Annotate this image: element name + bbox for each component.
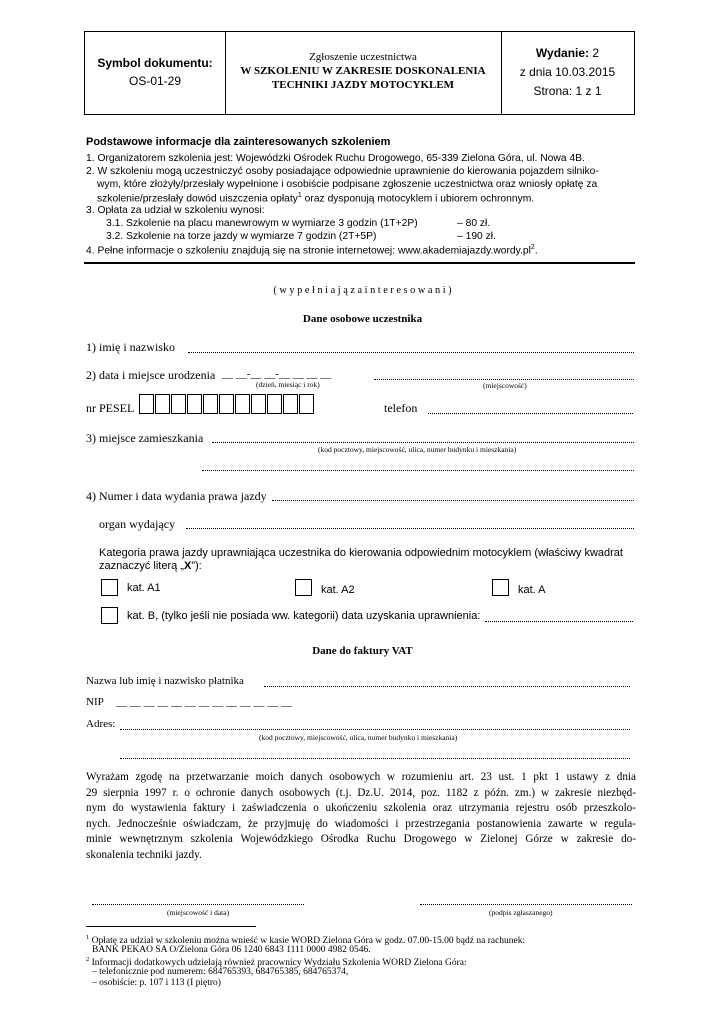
- page-number: Strona: 1 z 1: [533, 84, 602, 98]
- edition: [501, 46, 634, 60]
- pesel-digit-box[interactable]: [251, 394, 266, 414]
- pesel-label: nr PESEL: [86, 401, 135, 415]
- info-heading: Podstawowe informacje dla zainteresowanych szkoleniem: [86, 136, 391, 148]
- phone-field[interactable]: [428, 413, 633, 414]
- checkbox-cat-a1[interactable]: [101, 579, 118, 596]
- info-item-2-line-2: wym, które złożyły/przesłały wypełnione i osobiście podpisane zgłoszenie uczestnictwa oraz wniosły opłatę za: [97, 179, 598, 190]
- address-label: 3) miejsce zamieszkania: [86, 431, 204, 445]
- address-field-line-2[interactable]: [202, 470, 634, 471]
- pesel-digit-box[interactable]: [219, 394, 234, 414]
- issuer-label: organ wydający: [99, 517, 176, 531]
- place-date-hint: (miejscowość i data): [167, 908, 230, 917]
- cat-a2-label: kat. A2: [321, 584, 355, 596]
- fee-item-2-price: – 190 zł.: [457, 231, 496, 242]
- category-instruction-line-2: zaznaczyć literą „X”):: [99, 560, 202, 572]
- place-date-field[interactable]: [92, 904, 304, 905]
- nip-field[interactable]: __ __ __ __ __ __ __ __ __ __ __ __ __: [116, 696, 292, 708]
- footnote-2-line-3: – osobiście: p. 107 i 113 (I piętro): [92, 978, 221, 988]
- name-label: 1) imię i nazwisko: [86, 340, 175, 354]
- personal-data-heading: Dane osobowe uczestnika: [302, 313, 423, 325]
- invoice-address-field[interactable]: [120, 729, 630, 730]
- footnote-2-line-2: – telefonicznie pod numerem: 684765393, 684765385, 684765374,: [92, 967, 349, 977]
- pesel-digit-box[interactable]: [155, 394, 170, 414]
- fee-item-1-price: – 80 zł.: [457, 218, 491, 229]
- name-field[interactable]: [188, 352, 634, 353]
- cat-a1-label: kat. A1: [127, 582, 161, 594]
- license-field[interactable]: [272, 500, 634, 501]
- footnote-2-line-1: $^2$ Informacji dodatkowych udzielają również pracownicy Wydziału Szkolenia WORD Zielona Góra:: [86, 956, 467, 969]
- pesel-input[interactable]: [139, 394, 315, 416]
- footnote-1-line-1: $^1$ Opłatę za udział w szkoleniu można wnieść w kasie WORD Zielona Góra w godz. 07.00-15.00 bądź na rachunek:: [86, 934, 526, 947]
- birth-date-field[interactable]: __ __-__ __-__ __ __ __: [222, 368, 332, 380]
- checkbox-cat-a2[interactable]: [295, 579, 312, 596]
- checkbox-cat-b[interactable]: [101, 607, 118, 624]
- pesel-digit-box[interactable]: [187, 394, 202, 414]
- birth-date-hint: (dzień, miesiąc i rok): [256, 380, 320, 389]
- signature-hint: (podpis zgłaszanego): [489, 908, 553, 917]
- birth-label: 2) data i miejsce urodzenia: [86, 368, 216, 382]
- footnote-1-line-2: BANK PEKAO SA O/Zielona Góra 06 1240 6843 1111 0000 4982 0546.: [92, 945, 371, 955]
- phone-label: telefon: [384, 401, 418, 415]
- pesel-digit-box[interactable]: [235, 394, 250, 414]
- birth-place-field[interactable]: [374, 379, 634, 380]
- info-item-4: 4. Pełne informacje o szkoleniu znajdują się na stronie internetowej: $www.akademiajazdy.wordy.pl^2$.: [86, 244, 538, 257]
- category-instruction-line-1: Kategoria prawa jazdy uprawniająca uczestnika do kierowania odpowiednim motocyklem (właściwy kwadrat: [99, 547, 623, 559]
- cat-b-date-field[interactable]: [485, 621, 633, 622]
- edition-value: 2: [592, 46, 600, 60]
- pesel-digit-box[interactable]: [171, 394, 186, 414]
- title-line-3: TECHNIKI JAZDY MOTOCYKLEM: [271, 79, 455, 91]
- symbol-value: OS-01-29: [128, 74, 182, 88]
- pesel-digit-box[interactable]: [139, 394, 154, 414]
- issuer-field[interactable]: [186, 528, 634, 529]
- address-field[interactable]: [212, 442, 634, 443]
- invoice-heading: Dane do faktury VAT: [312, 645, 413, 657]
- pesel-digit-box[interactable]: [283, 394, 298, 414]
- invoice-address-hint: (kod pocztowy, miejscowość, ulica, numer budynku i mieszkania): [259, 733, 458, 742]
- nip-label: NIP: [86, 696, 104, 708]
- pesel-digit-box[interactable]: [267, 394, 282, 414]
- pesel-digit-box[interactable]: [299, 394, 314, 414]
- symbol-label: Symbol dokumentu:: [97, 56, 213, 70]
- consent-text: Wyrażam zgodę na przetwarzanie moich danych osobowych w rozumieniu art. 23 ust. 1 pkt 1 ustawy z dnia 29 sierpnia 1997 r. o ochronie danych osobowych (t.j. Dz.U. 2014, poz. 1182 z późn. zm.) w zakresie niezbęd- nym do wystawienia faktury i zaświadczenia o ukończeniu szkolenia oraz utrzymania rejestru osób przeszkolo- nych. Jednocześnie oświadczam, że przyjmuję do wiadomości i przestrzegania postanowienia zawarte w regula- minie wewnętrznym szkolenia Wojewódzkiego Ośrodka Ruchu Drogowego w Zielonej Górze w zakresie do- skonalenia techniki jazdy.: [86, 771, 636, 861]
- invoice-address-label: Adres:: [86, 718, 116, 730]
- info-item-2-line-3: szkolenie/przesłały dowód uiszczenia opłaty$^1$ oraz dysponują motocyklem i ubiorem ochronnym.: [97, 192, 535, 205]
- info-item-3: 3. Opłata za udział w szkoleniu wynosi:: [86, 205, 265, 216]
- info-item-2-line-1: 2. W szkoleniu mogą uczestniczyć osoby posiadające odpowiednie uprawnienie do kierowania pojazdem silniko-: [86, 166, 599, 177]
- invoice-address-field-line-2[interactable]: [120, 758, 630, 759]
- fee-item-1: 3.1. Szkolenie na placu manewrowym w wymiarze 3 godzin (1T+2P): [106, 218, 418, 229]
- info-item-1: 1. Organizatorem szkolenia jest: Wojewódzki Ośrodek Ruchu Drogowego, 65-339 Zielona Góra, ul. Nowa 4B.: [86, 153, 585, 164]
- payer-label: Nazwa lub imię i nazwisko płatnika: [86, 675, 244, 687]
- edition-cell: [501, 32, 634, 114]
- edition-date: z dnia 10.03.2015: [519, 65, 616, 79]
- fill-note: ( w y p e ł n i a j ą z a i n t e r e s o w a n i ): [273, 285, 452, 296]
- address-hint: (kod pocztowy, miejscowość, ulica, numer budynku i mieszkania): [318, 445, 517, 454]
- footnote-divider: [86, 926, 256, 927]
- payer-field[interactable]: [264, 686, 630, 687]
- signature-field[interactable]: [420, 904, 632, 905]
- title-cell: [225, 32, 502, 114]
- title-line-2: W SZKOLENIU W ZAKRESIE DOSKONALENIA: [240, 65, 486, 77]
- cat-b-label: kat. B, (tylko jeśli nie posiada ww. kategorii) data uzyskania uprawnienia:: [127, 610, 481, 622]
- document-header: [84, 31, 635, 115]
- symbol-cell: [85, 32, 226, 114]
- title-line-1: Zgłoszenie uczestnictwa: [309, 51, 417, 63]
- license-label: 4) Numer i data wydania prawa jazdy: [86, 489, 267, 503]
- section-divider: [84, 262, 635, 264]
- birth-place-hint: (miejscowość): [483, 381, 527, 390]
- pesel-digit-box[interactable]: [203, 394, 218, 414]
- checkbox-cat-a[interactable]: [492, 579, 509, 596]
- edition-label: Wydanie:: [535, 46, 590, 60]
- cat-a-label: kat. A: [518, 584, 546, 596]
- fee-item-2: 3.2. Szkolenie na torze jazdy w wymiarze 7 godzin (2T+5P): [106, 231, 377, 242]
